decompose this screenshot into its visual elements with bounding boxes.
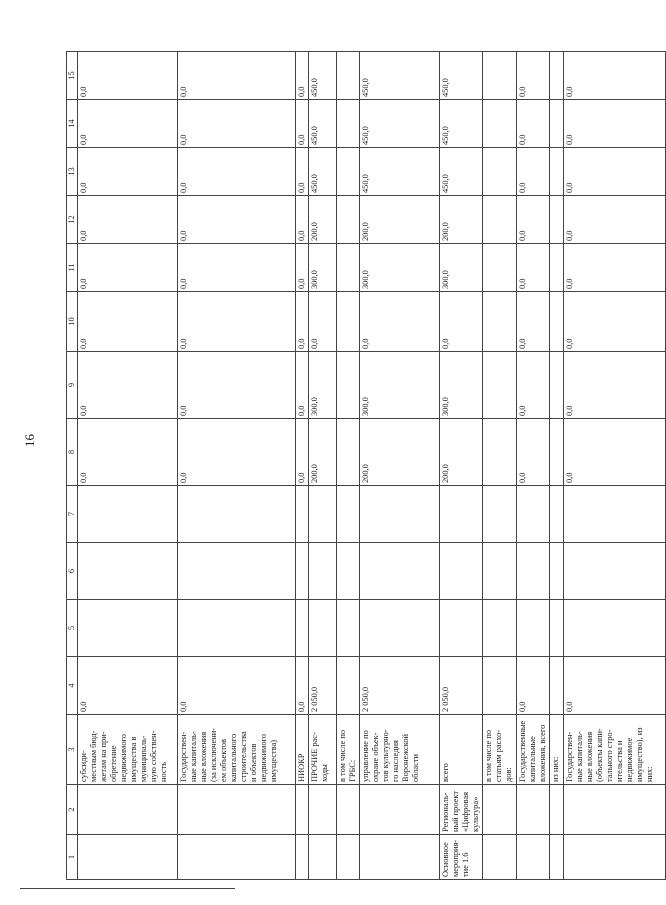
value-cell: 200,0 [360,196,440,244]
value-cell: 200,0 [440,419,483,486]
value-cell: 0,0 [296,292,309,352]
value-cell [337,148,360,196]
value-cell: 0,0 [178,244,296,292]
value-cell: 0,0 [78,244,178,292]
value-cell: 0,0 [517,148,550,196]
value-cell [440,543,483,600]
cell-c2: Региональ- ный проект «Цифровая культура» [440,785,483,835]
value-cell [483,244,517,292]
value-cell: 0,0 [78,196,178,244]
table-row [483,52,517,880]
value-cell: 0,0 [564,148,666,196]
value-cell [550,486,564,543]
value-cell [550,148,564,196]
value-cell: 0,0 [517,196,550,244]
value-cell: 0,0 [360,292,440,352]
value-cell [178,543,296,600]
value-cell: 0,0 [296,148,309,196]
value-cell [360,543,440,600]
value-cell: 0,0 [296,352,309,419]
value-cell [564,486,666,543]
value-cell [550,543,564,600]
value-cell [483,419,517,486]
value-cell: 0,0 [178,196,296,244]
cell-c3: из них: [550,715,564,785]
column-header: 1 [67,835,78,880]
cell-c1 [178,835,296,880]
value-cell: 0,0 [78,657,178,715]
cell-c2 [517,785,550,835]
value-cell: 0,0 [178,100,296,148]
cell-c3: ПРОЧИЕ рас- ходы [309,715,337,785]
value-cell [564,543,666,600]
value-cell [483,52,517,100]
value-cell [309,600,337,657]
value-cell [78,543,178,600]
value-cell: 0,0 [564,352,666,419]
value-cell: 300,0 [440,244,483,292]
value-cell: 0,0 [564,657,666,715]
column-header: 11 [67,244,78,292]
value-cell [483,543,517,600]
value-cell [337,244,360,292]
value-cell: 0,0 [296,196,309,244]
table-row [440,52,483,880]
table-row [78,52,178,880]
value-cell [550,352,564,419]
value-cell: 0,0 [517,657,550,715]
column-header: 5 [67,600,78,657]
value-cell [440,486,483,543]
value-cell [550,600,564,657]
value-cell [483,657,517,715]
cell-c1 [337,835,360,880]
value-cell: 0,0 [178,419,296,486]
budget-table [66,51,666,880]
cell-c3: НИОКР [296,715,309,785]
value-cell [309,543,337,600]
value-cell: 2 050,0 [440,657,483,715]
cell-c3: в том числе по ГРБС: [337,715,360,785]
value-cell: 0,0 [296,100,309,148]
cell-c3: Государствен- ные капиталь- ные вложения (объекты капи- тального стро- ительства и недвижимое имущество), из них: [564,715,666,785]
column-header: 10 [67,292,78,352]
table-row [517,52,550,880]
value-cell: 0,0 [78,352,178,419]
column-header: 2 [67,785,78,835]
column-header: 8 [67,419,78,486]
value-cell: 0,0 [78,52,178,100]
value-cell: 0,0 [517,292,550,352]
value-cell: 450,0 [440,100,483,148]
value-cell: 450,0 [360,100,440,148]
table-row [360,52,440,880]
value-cell [296,486,309,543]
value-cell: 0,0 [564,244,666,292]
value-cell [78,600,178,657]
value-cell: 450,0 [440,52,483,100]
value-cell: 0,0 [564,292,666,352]
value-cell: 0,0 [78,419,178,486]
cell-c1 [296,835,309,880]
cell-c3: субсиди- местным бюд- жетам на при- обретение недвижимого имущества в муниципаль- ную собствен- ность [78,715,178,785]
cell-c1 [564,835,666,880]
value-cell: 200,0 [309,196,337,244]
value-cell: 450,0 [440,148,483,196]
table-row [564,52,666,880]
value-cell [564,600,666,657]
value-cell [517,600,550,657]
value-cell: 0,0 [564,196,666,244]
value-cell: 0,0 [178,292,296,352]
cell-c1 [360,835,440,880]
cell-c2 [296,785,309,835]
value-cell [483,292,517,352]
value-cell: 0,0 [78,100,178,148]
value-cell: 0,0 [296,52,309,100]
column-header: 15 [67,52,78,100]
value-cell: 2 050,0 [360,657,440,715]
column-header: 12 [67,196,78,244]
cell-c2 [483,785,517,835]
value-cell [78,486,178,543]
cell-c3: в том числе по статьям расхо- дов: [483,715,517,785]
value-cell [550,100,564,148]
value-cell: 0,0 [178,657,296,715]
value-cell: 0,0 [296,419,309,486]
value-cell: 0,0 [564,100,666,148]
value-cell [337,600,360,657]
value-cell [483,486,517,543]
value-cell [550,292,564,352]
value-cell [337,292,360,352]
column-header: 3 [67,715,78,785]
value-cell [296,543,309,600]
value-cell [483,148,517,196]
value-cell: 200,0 [309,419,337,486]
value-cell [483,352,517,419]
value-cell [337,486,360,543]
cell-c1 [309,835,337,880]
value-cell [550,244,564,292]
cell-c3: Государствен- ные капиталь- ные вложения (за исключени- ем объектов капитального строительства и объектов недвижимого имущества) [178,715,296,785]
value-cell [337,657,360,715]
value-cell [483,100,517,148]
table-row [178,52,296,880]
value-cell: 0,0 [309,292,337,352]
column-header: 9 [67,352,78,419]
table-row [337,52,360,880]
value-cell: 0,0 [517,352,550,419]
cell-c1 [483,835,517,880]
value-cell [296,600,309,657]
value-cell [517,543,550,600]
cell-c1 [550,835,564,880]
value-cell [178,486,296,543]
value-cell [337,196,360,244]
value-cell: 300,0 [309,352,337,419]
cell-c3: Государственные капитальные вложения, всего [517,715,550,785]
value-cell: 300,0 [360,352,440,419]
cell-c2 [178,785,296,835]
cell-c2 [309,785,337,835]
value-cell: 450,0 [360,52,440,100]
column-header: 14 [67,100,78,148]
value-cell [550,52,564,100]
value-cell: 0,0 [296,657,309,715]
value-cell: 450,0 [309,100,337,148]
table-row [309,52,337,880]
value-cell: 450,0 [309,148,337,196]
cell-c3: всего [440,715,483,785]
page-number: 16 [22,434,37,447]
value-cell: 300,0 [309,244,337,292]
value-cell [360,600,440,657]
value-cell: 0,0 [178,148,296,196]
value-cell: 0,0 [178,52,296,100]
value-cell [550,419,564,486]
table-row [296,52,309,880]
value-cell [337,352,360,419]
value-cell [178,600,296,657]
value-cell: 300,0 [440,352,483,419]
header-row [67,52,78,880]
value-cell [337,543,360,600]
value-cell: 0,0 [78,148,178,196]
value-cell [483,600,517,657]
value-cell: 0,0 [296,244,309,292]
value-cell [337,100,360,148]
value-cell: 300,0 [360,244,440,292]
value-cell: 0,0 [78,292,178,352]
cell-c1: Основное мероприя- тие 1.6 [440,835,483,880]
column-header: 7 [67,486,78,543]
value-cell: 0,0 [517,100,550,148]
column-header: 4 [67,657,78,715]
value-cell [550,196,564,244]
value-cell [550,657,564,715]
footer-rule [20,888,235,889]
cell-c2 [337,785,360,835]
value-cell: 0,0 [564,52,666,100]
value-cell [337,419,360,486]
cell-c1 [517,835,550,880]
value-cell: 0,0 [564,419,666,486]
value-cell: 0,0 [440,292,483,352]
value-cell: 200,0 [440,196,483,244]
cell-c2 [78,785,178,835]
value-cell: 200,0 [360,419,440,486]
value-cell [483,196,517,244]
cell-c2 [550,785,564,835]
value-cell [309,486,337,543]
value-cell: 2 050,0 [309,657,337,715]
cell-c2 [360,785,440,835]
value-cell [337,52,360,100]
value-cell [517,486,550,543]
value-cell: 0,0 [517,244,550,292]
value-cell: 0,0 [517,419,550,486]
cell-c2 [564,785,666,835]
value-cell: 450,0 [360,148,440,196]
value-cell: 0,0 [178,352,296,419]
table-row [550,52,564,880]
column-header: 13 [67,148,78,196]
value-cell [440,600,483,657]
cell-c3: управление по охране объек- тов культурно- го наследия Воронежской области [360,715,440,785]
value-cell [360,486,440,543]
value-cell: 450,0 [309,52,337,100]
cell-c1 [78,835,178,880]
column-header: 6 [67,543,78,600]
value-cell: 0,0 [517,52,550,100]
